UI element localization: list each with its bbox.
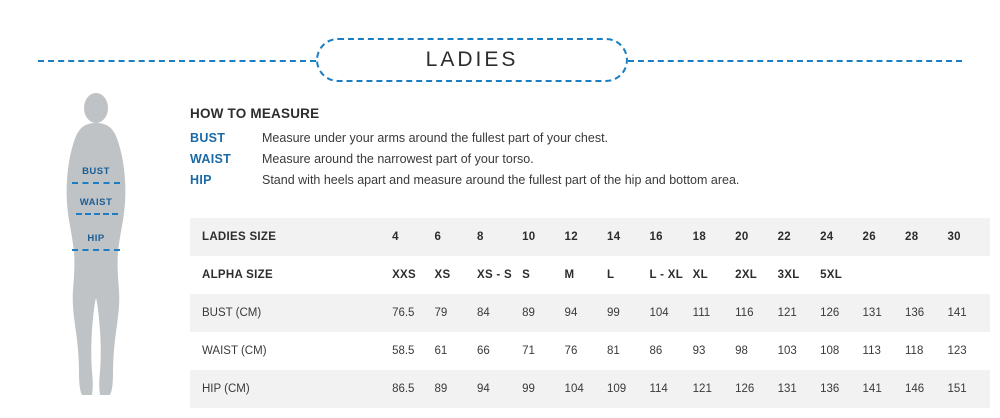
cell: 113 — [862, 345, 881, 357]
cell: 126 — [820, 307, 840, 319]
cell: 79 — [434, 307, 448, 319]
cell: 136 — [820, 383, 840, 395]
figure-label-hip: HIP — [87, 233, 105, 244]
cell: 99 — [522, 383, 535, 395]
cell: 8 — [477, 231, 484, 243]
table-row — [190, 332, 990, 370]
cell: 108 — [820, 345, 840, 357]
cell: L — [607, 269, 615, 281]
how-to-measure-term-bust: BUST — [190, 131, 226, 145]
cell: 22 — [777, 231, 791, 243]
cell: 131 — [862, 307, 882, 319]
header-dashed-line-right — [628, 60, 962, 62]
how-to-measure-definition-hip: Stand with heels apart and measure around the fullest part of the hip and bottom area. — [262, 173, 740, 187]
table-row — [190, 218, 990, 256]
how-to-measure-term-waist: WAIST — [190, 152, 232, 166]
row-label-hip: HIP (CM) — [202, 383, 250, 395]
cell: 14 — [607, 231, 621, 243]
cell: 94 — [477, 383, 490, 395]
row-label-alpha-size: ALPHA SIZE — [202, 269, 273, 281]
cell: S — [522, 269, 531, 281]
page-title: LADIES — [425, 48, 519, 71]
cell — [863, 256, 905, 294]
cell: 71 — [522, 345, 535, 357]
how-to-measure-row-bust — [190, 131, 890, 145]
cell: XS — [434, 269, 451, 281]
cell: XS - S — [477, 269, 513, 281]
table-row — [190, 370, 990, 408]
size-chart-table — [190, 218, 990, 408]
cell: 103 — [777, 345, 797, 357]
cell: 141 — [862, 383, 882, 395]
cell: 118 — [905, 345, 924, 357]
how-to-measure-row-hip — [190, 173, 890, 187]
cell: XXS — [392, 269, 416, 281]
cell: 126 — [735, 383, 755, 395]
table-row — [190, 294, 990, 332]
cell: 20 — [735, 231, 749, 243]
cell: 28 — [905, 231, 919, 243]
cell: 114 — [649, 383, 668, 395]
body-silhouette-icon — [36, 92, 156, 402]
cell: 4 — [392, 231, 399, 243]
cell: 86.5 — [392, 383, 415, 395]
cell — [947, 256, 990, 294]
cell: 12 — [564, 231, 578, 243]
cell: 136 — [905, 307, 925, 319]
cell: 26 — [862, 231, 876, 243]
cell: 18 — [692, 231, 707, 243]
how-to-measure-term-hip: HIP — [190, 173, 212, 187]
row-label-waist: WAIST (CM) — [202, 345, 267, 357]
cell: 66 — [477, 345, 490, 357]
hip-measure-line — [72, 249, 120, 251]
cell: 94 — [564, 307, 578, 319]
cell: 2XL — [735, 269, 758, 281]
cell: 141 — [947, 307, 967, 319]
table-row — [190, 256, 990, 294]
cell: 151 — [947, 383, 967, 395]
figure-label-bust: BUST — [82, 166, 110, 177]
cell: 61 — [434, 345, 448, 357]
cell: 81 — [607, 345, 620, 357]
cell: 76.5 — [392, 307, 415, 319]
cell: 146 — [905, 383, 925, 395]
cell: 58.5 — [392, 345, 415, 357]
cell: 30 — [947, 231, 961, 243]
header-title-badge — [316, 38, 628, 82]
cell — [905, 256, 947, 294]
how-to-measure-row-waist — [190, 152, 890, 166]
cell: 93 — [692, 345, 706, 357]
row-label-ladies-size: LADIES SIZE — [202, 231, 277, 243]
cell: XL — [692, 269, 708, 281]
cell: 98 — [735, 345, 748, 357]
cell: 111 — [692, 307, 711, 319]
how-to-measure-definition-bust: Measure under your arms around the fullest part of your chest. — [262, 131, 609, 145]
cell: 3XL — [777, 269, 800, 281]
cell: M — [564, 269, 575, 281]
how-to-measure-section — [190, 106, 890, 194]
header-dashed-line-left — [38, 60, 316, 62]
cell: 104 — [564, 383, 584, 395]
cell: 116 — [735, 307, 754, 319]
waist-measure-line — [76, 213, 118, 215]
cell: 6 — [434, 231, 442, 243]
cell: 123 — [947, 345, 967, 357]
cell: 89 — [522, 307, 535, 319]
cell: 86 — [649, 345, 663, 357]
figure-label-waist: WAIST — [79, 197, 113, 208]
cell: 24 — [820, 231, 834, 243]
cell: 121 — [692, 383, 712, 395]
cell: 104 — [649, 307, 669, 319]
cell: 10 — [522, 231, 536, 243]
cell: L - XL — [649, 269, 684, 281]
how-to-measure-heading: HOW TO MEASURE — [190, 106, 320, 121]
how-to-measure-definition-waist: Measure around the narrowest part of your torso. — [262, 152, 534, 166]
bust-measure-line — [72, 182, 120, 184]
page-header — [0, 36, 1000, 84]
row-label-bust: BUST (CM) — [202, 307, 262, 319]
cell: 16 — [649, 231, 663, 243]
cell: 121 — [777, 307, 797, 319]
cell: 131 — [777, 383, 797, 395]
cell: 84 — [477, 307, 490, 319]
cell: 99 — [607, 307, 620, 319]
cell: 5XL — [820, 269, 843, 281]
cell: 76 — [564, 345, 578, 357]
cell: 89 — [434, 383, 448, 395]
female-body-figure — [36, 92, 156, 402]
cell: 109 — [607, 383, 627, 395]
